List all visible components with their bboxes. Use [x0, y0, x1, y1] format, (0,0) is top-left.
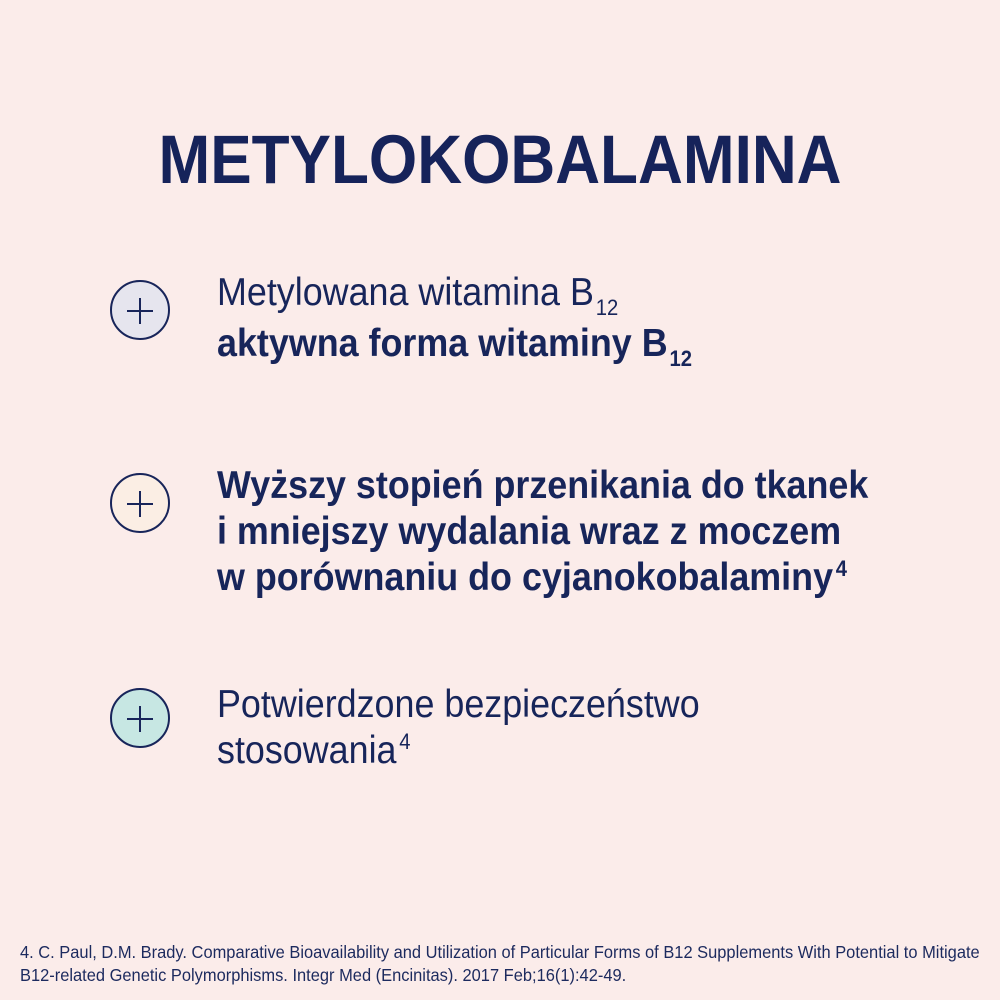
feature-2-line-1: Wyższy stopień przenikania do tkanek [217, 464, 869, 507]
footnote [20, 941, 980, 987]
feature-3-line-2: stosowania $^4$ [217, 729, 411, 772]
feature-1-line-1: Metylowana witamina $B_{12}$ [217, 271, 619, 320]
footnote-line-1: 4. C. Paul, D.M. Brady. Comparative Bioavailability and Utilization of Particular Forms of B12 Supplements With Potential to Mitigate [20, 942, 980, 962]
feature-2-line-2: i mniejszy wydalania wraz z moczem [217, 510, 842, 553]
plus-circle-icon [110, 473, 170, 533]
feature-text-1 [217, 270, 692, 372]
feature-1-line-2: aktywna forma witaminy $B_{12}$ [217, 322, 692, 371]
feature-3-line-1: Potwierdzone bezpieczeństwo [217, 683, 700, 726]
footnote-line-2: B12-related Genetic Polymorphisms. Integr Med (Encinitas). 2017 Feb;16(1):42-49. [20, 965, 627, 985]
page-title: METYLOKOBALAMINA [158, 121, 842, 199]
feature-text-3 [217, 682, 700, 779]
plus-circle-icon [110, 688, 170, 748]
feature-text-2 [217, 463, 868, 606]
plus-circle-icon [110, 280, 170, 340]
feature-2-line-3: w porównaniu do cyjanokobalaminy $^4$ [217, 556, 848, 599]
